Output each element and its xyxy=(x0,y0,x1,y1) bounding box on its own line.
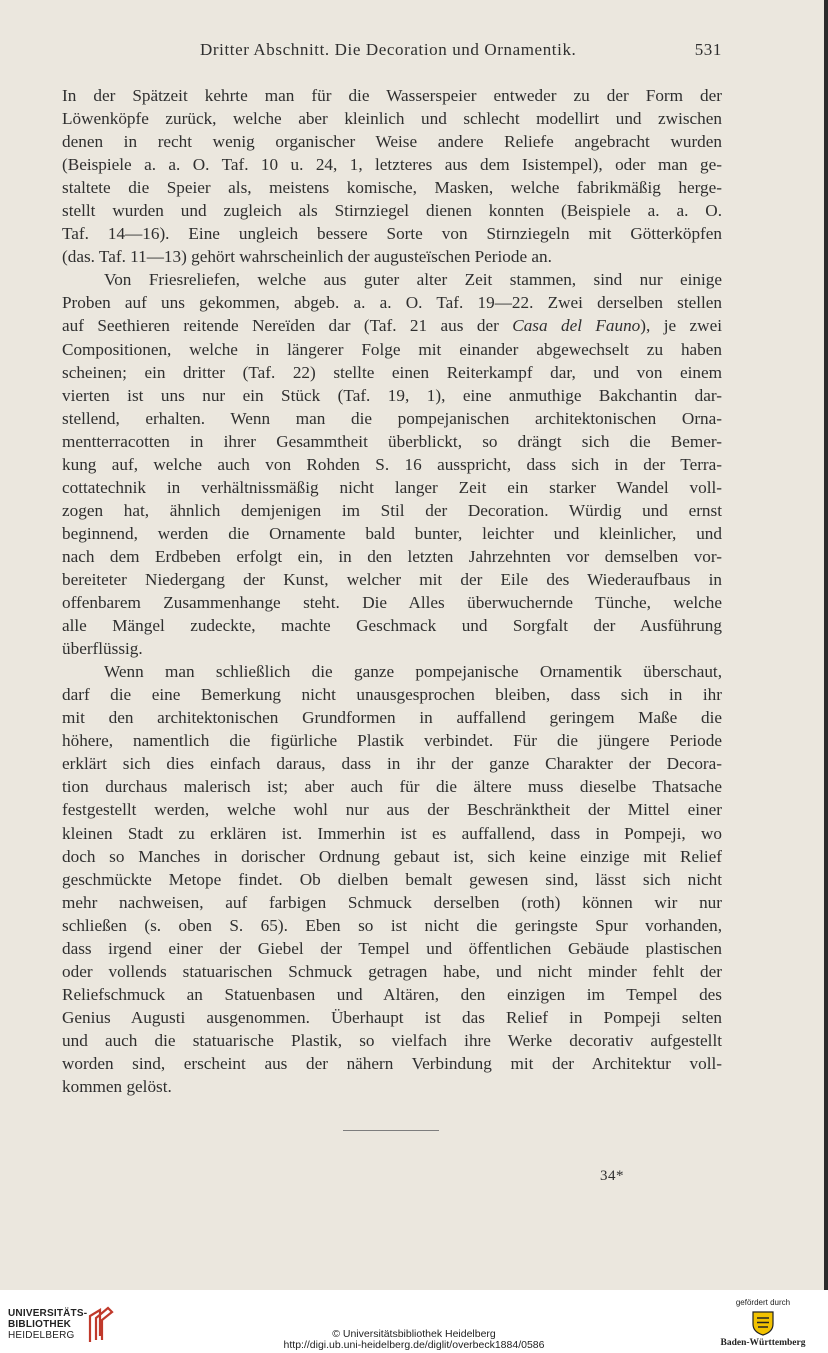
text-line: Löwenköpfe zurück, welche aber kleinlich und schlecht modellirt und zwischen xyxy=(62,109,722,129)
text-segment: ), je zwei xyxy=(640,316,722,336)
text-line: dass irgend einer der Giebel der Tempel und öffentlichen Gebäude plastischen xyxy=(62,938,722,958)
text-line: stellend, erhalten. Wenn man die pompejanischen architektonischen Orna- xyxy=(62,408,722,428)
text-line: kleinen Stadt zu erklären ist. Immerhin ist es auffallend, dass in Pompeji, wo xyxy=(62,823,722,843)
section-rule xyxy=(343,1130,439,1131)
text-line: oder vollends statuarischen Schmuck getragen habe, und nicht minder fehlt der xyxy=(62,961,722,981)
text-line: (Beispiele a. a. O. Taf. 10 u. 24, 1, letzteres aus dem Isistempel), oder man ge- xyxy=(62,155,722,175)
text-line: mehr nachweisen, auf farbigen Schmuck derselben (roth) können wir nur xyxy=(62,892,722,912)
running-head xyxy=(62,38,722,64)
text-line: festgestellt werden, welche wohl nur aus der Beschränktheit der Mittel einer xyxy=(62,800,722,820)
text-line: kommen gelöst. xyxy=(62,1077,172,1097)
text-line: bereiteter Niedergang der Kunst, welcher mit der Eile des Wiederaufbaus in xyxy=(62,569,722,589)
running-title: Dritter Abschnitt. Die Decoration und Ornamentik. xyxy=(200,40,577,59)
body-text xyxy=(62,84,722,1098)
text-line: und auch die statuarische Plastik, so vielfach ihre Werke decorativ aufgestellt xyxy=(62,1030,722,1050)
funding-note xyxy=(708,1298,818,1348)
text-line: scheinen; ein dritter (Taf. 22) stellte einen Reiterkampf dar, und von einem xyxy=(62,362,722,382)
text-line: vierten ist uns nur ein Stück (Taf. 19, 1), eine anmuthige Bakchantin dar- xyxy=(62,385,722,405)
text-line: mit den architektonischen Grundformen in auffallend geringem Maße die xyxy=(62,708,722,728)
text-line: offenbarem Zusammenhange steht. Die Alles überwuchernde Tünche, welche xyxy=(62,593,722,613)
text-line: geschmückte Metope findet. Ob dielben bemalt gewesen sind, lässt sich nicht xyxy=(62,869,722,889)
text-line: (das. Taf. 11—13) gehört wahrscheinlich der augusteïschen Periode an. xyxy=(62,247,552,267)
text-line: darf die eine Bemerkung nicht unausgesprochen bleiben, dass sich in ihr xyxy=(62,685,722,705)
text-line: Reliefschmuck an Statuenbasen und Altären, den einzigen im Tempel des xyxy=(62,984,722,1004)
library-name-line: HEIDELBERG xyxy=(8,1330,75,1341)
text-line: Proben auf uns gekommen, abgeb. a. a. O. Taf. 19—22. Zwei derselben stellen xyxy=(62,293,722,313)
text-line: höhere, namentlich die figürliche Plastik verbindet. Für die jüngere Periode xyxy=(62,731,722,751)
text-line: mentterracotten in ihrer Gesammtheit überblickt, so drängt sich die Bemer- xyxy=(62,431,722,451)
text-line: In der Spätzeit kehrte man für die Wasserspeier entweder zu der Form der xyxy=(62,86,722,105)
page-number: 531 xyxy=(694,40,722,59)
text-line: schließen (s. oben S. 65). Eben so ist nicht die geringste Spur vorhanden, xyxy=(62,915,722,935)
text-line-mixed xyxy=(62,314,722,337)
funded-by-label: gefördert durch xyxy=(735,1298,791,1307)
text-line: erklärt sich dies einfach daraus, dass in ihr der ganze Charakter der Decora- xyxy=(62,754,722,774)
footer xyxy=(0,1290,828,1353)
text-line: tion durchaus malerisch ist; aber auch für die ältere muss dieselbe Thatsache xyxy=(62,777,722,797)
text-line: Wenn man schließlich die ganze pompejanische Ornamentik überschaut, xyxy=(104,662,722,682)
text-line: doch so Manches in dorischer Ordnung gebaut ist, sich keine einzige mit Relief xyxy=(62,846,722,866)
signature-mark: 34* xyxy=(600,1168,624,1184)
text-line: cottatechnik in verhältnissmäßig nicht langer Zeit ein starker Wandel voll- xyxy=(62,477,722,497)
library-name-line: BIBLIOTHEK xyxy=(8,1319,72,1330)
italic-title: Casa del Fauno xyxy=(512,316,641,336)
text-line: Von Friesreliefen, welche aus guter alter Zeit stammen, sind nur einige xyxy=(104,270,722,290)
permalink[interactable]: http://digi.ub.uni-heidelberg.de/diglit/overbeck1884/0586 xyxy=(283,1339,545,1351)
text-line: Taf. 14—16). Eine ungleich bessere Sorte von Stirnziegeln mit Götterköpfen xyxy=(62,224,722,244)
text-line: überflüssig. xyxy=(62,639,143,659)
funder-name: Baden-Württemberg xyxy=(720,1338,806,1348)
text-segment: auf Seethieren reitende Nereïden dar (Taf. 21 aus der xyxy=(62,316,513,336)
text-line: alle Mängel zudeckte, machte Geschmack und Sorgfalt der Ausführung xyxy=(62,616,722,636)
text-line: worden sind, erscheint aus der nähern Verbindung mit der Architektur voll- xyxy=(62,1053,722,1073)
text-line: stellt wurden und zugleich als Stirnziegel dienen konnten (Beispiele a. a. O. xyxy=(62,201,722,221)
text-line: Compositionen, welche in längerer Folge mit einander abgewechselt zu haben xyxy=(62,339,722,359)
text-line: Genius Augusti ausgenommen. Überhaupt ist das Relief in Pompeji selten xyxy=(62,1007,722,1027)
text-line: staltete die Speier als, meistens komische, Masken, welche fabrikmäßig herge- xyxy=(62,178,722,198)
text-line: denen in recht wenig organischer Weise andere Reliefe angebracht wurden xyxy=(62,132,722,152)
text-line: zogen hat, ähnlich demjenigen im Stil der Decoration. Würdig und ernst xyxy=(62,500,722,520)
text-line: beginnend, werden die Ornamente bald bunter, leichter und kleinlicher, und xyxy=(62,523,722,543)
library-name-line: UNIVERSITÄTS- xyxy=(8,1308,88,1319)
copyright: © Universitätsbibliothek Heidelberg xyxy=(332,1328,496,1340)
crest-icon xyxy=(748,1310,778,1336)
text-line: nach dem Erdbeben erfolgt ein, in den letzten Jahrzehnten vor demselben vor- xyxy=(62,546,722,566)
text-line: kung auf, welche auch von Rohden S. 16 ausspricht, dass sich in der Terra- xyxy=(62,454,722,474)
